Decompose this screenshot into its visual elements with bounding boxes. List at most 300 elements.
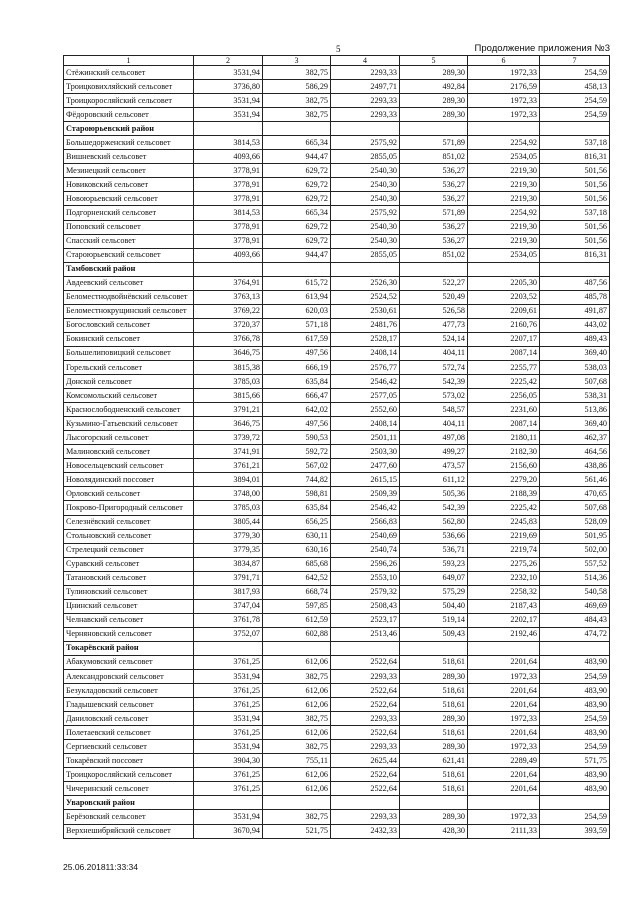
- value-cell: 3814,53: [194, 136, 263, 150]
- value-cell: 3769,22: [194, 304, 263, 318]
- value-cell: 536,27: [400, 164, 468, 178]
- empty-cell: [468, 796, 540, 810]
- value-cell: 3761,25: [194, 768, 263, 782]
- value-cell: 504,40: [400, 599, 468, 613]
- value-cell: 536,27: [400, 192, 468, 206]
- value-cell: 755,11: [263, 754, 331, 768]
- value-cell: 2192,46: [468, 627, 540, 641]
- value-cell: 2503,30: [331, 445, 400, 459]
- table-row: [64, 234, 610, 248]
- value-cell: 2289,49: [468, 754, 540, 768]
- value-cell: 2508,43: [331, 599, 400, 613]
- empty-cell: [331, 262, 400, 276]
- value-cell: 2576,77: [331, 360, 400, 374]
- table-row: [64, 431, 610, 445]
- page-number: 5: [336, 44, 341, 54]
- value-cell: 2182,30: [468, 445, 540, 459]
- value-cell: 382,75: [263, 108, 331, 122]
- value-cell: 851,02: [400, 150, 468, 164]
- district-row: [64, 262, 610, 276]
- empty-cell: [540, 262, 610, 276]
- value-cell: 505,36: [400, 487, 468, 501]
- table-row: [64, 417, 610, 431]
- value-cell: 816,31: [540, 150, 610, 164]
- value-cell: 593,23: [400, 557, 468, 571]
- settlement-name: Берёзовский сельсовет: [64, 810, 194, 824]
- value-cell: 3761,25: [194, 684, 263, 698]
- table-row: [64, 150, 610, 164]
- value-cell: 2279,20: [468, 473, 540, 487]
- value-cell: 382,75: [263, 810, 331, 824]
- value-cell: 617,59: [263, 332, 331, 346]
- value-cell: 602,88: [263, 627, 331, 641]
- value-cell: 2219,74: [468, 543, 540, 557]
- settlement-name: Большедорженский сельсовет: [64, 136, 194, 150]
- value-cell: 2180,11: [468, 431, 540, 445]
- value-cell: 2293,33: [331, 670, 400, 684]
- value-cell: 598,81: [263, 487, 331, 501]
- table-row: [64, 571, 610, 585]
- table-row: [64, 304, 610, 318]
- column-header: 4: [331, 56, 400, 66]
- value-cell: 685,68: [263, 557, 331, 571]
- value-cell: 548,57: [400, 403, 468, 417]
- value-cell: 1972,33: [468, 108, 540, 122]
- value-cell: 497,56: [263, 417, 331, 431]
- value-cell: 537,18: [540, 136, 610, 150]
- settlement-name: Новолядинский поссовет: [64, 473, 194, 487]
- table-row: [64, 501, 610, 515]
- value-cell: 3646,75: [194, 417, 263, 431]
- table-row: [64, 655, 610, 669]
- value-cell: 3531,94: [194, 66, 263, 80]
- table-row: [64, 824, 610, 838]
- value-cell: 2232,10: [468, 571, 540, 585]
- value-cell: 590,53: [263, 431, 331, 445]
- value-cell: 3531,94: [194, 712, 263, 726]
- table-row: [64, 740, 610, 754]
- value-cell: 254,59: [540, 712, 610, 726]
- column-header: 6: [468, 56, 540, 66]
- value-cell: 289,30: [400, 66, 468, 80]
- value-cell: 944,47: [263, 248, 331, 262]
- empty-cell: [400, 796, 468, 810]
- value-cell: 3766,78: [194, 332, 263, 346]
- value-cell: 528,09: [540, 515, 610, 529]
- value-cell: 2497,71: [331, 80, 400, 94]
- value-cell: 2201,64: [468, 655, 540, 669]
- settlement-name: Большелиповицкий сельсовет: [64, 346, 194, 360]
- value-cell: 2522,64: [331, 684, 400, 698]
- settlement-name: Александровский сельсовет: [64, 670, 194, 684]
- value-cell: 1972,33: [468, 810, 540, 824]
- value-cell: 592,72: [263, 445, 331, 459]
- value-cell: 2522,64: [331, 768, 400, 782]
- value-cell: 3779,35: [194, 543, 263, 557]
- value-cell: 3531,94: [194, 670, 263, 684]
- empty-cell: [400, 641, 468, 655]
- table-row: [64, 557, 610, 571]
- value-cell: 3752,07: [194, 627, 263, 641]
- value-cell: 573,02: [400, 389, 468, 403]
- settlement-name: Троицкоросляйский сельсовет: [64, 768, 194, 782]
- empty-cell: [331, 796, 400, 810]
- value-cell: 3531,94: [194, 94, 263, 108]
- value-cell: 2546,42: [331, 375, 400, 389]
- settlement-name: Вишневский сельсовет: [64, 150, 194, 164]
- value-cell: 518,61: [400, 726, 468, 740]
- settlement-name: Чичеринский сельсовет: [64, 782, 194, 796]
- value-cell: 642,02: [263, 403, 331, 417]
- value-cell: 621,41: [400, 754, 468, 768]
- value-cell: 665,34: [263, 206, 331, 220]
- value-cell: 542,39: [400, 501, 468, 515]
- data-table: [63, 55, 610, 839]
- value-cell: 3791,71: [194, 571, 263, 585]
- value-cell: 489,43: [540, 332, 610, 346]
- column-header: 1: [64, 56, 194, 66]
- table-row: [64, 290, 610, 304]
- value-cell: 2219,30: [468, 178, 540, 192]
- empty-cell: [540, 641, 610, 655]
- settlement-name: Краснослободненский сельсовет: [64, 403, 194, 417]
- value-cell: 2534,05: [468, 150, 540, 164]
- value-cell: 2501,11: [331, 431, 400, 445]
- settlement-name: Верхнешибряйский сельсовет: [64, 824, 194, 838]
- value-cell: 497,56: [263, 346, 331, 360]
- table-row: [64, 220, 610, 234]
- value-cell: 2293,33: [331, 108, 400, 122]
- value-cell: 1972,33: [468, 740, 540, 754]
- value-cell: 2156,60: [468, 459, 540, 473]
- value-cell: 3815,66: [194, 389, 263, 403]
- value-cell: 649,07: [400, 571, 468, 585]
- value-cell: 501,56: [540, 164, 610, 178]
- value-cell: 501,56: [540, 234, 610, 248]
- value-cell: 665,34: [263, 136, 331, 150]
- table-row: [64, 403, 610, 417]
- settlement-name: Богословский сельсовет: [64, 318, 194, 332]
- value-cell: 571,75: [540, 754, 610, 768]
- value-cell: 499,27: [400, 445, 468, 459]
- value-cell: 2522,64: [331, 726, 400, 740]
- value-cell: 597,85: [263, 599, 331, 613]
- value-cell: 2205,30: [468, 276, 540, 290]
- empty-cell: [468, 122, 540, 136]
- value-cell: 2201,64: [468, 684, 540, 698]
- value-cell: 2523,17: [331, 613, 400, 627]
- value-cell: 2219,30: [468, 220, 540, 234]
- value-cell: 612,06: [263, 698, 331, 712]
- value-cell: 642,52: [263, 571, 331, 585]
- value-cell: 2596,26: [331, 557, 400, 571]
- settlement-name: Стольновский сельсовет: [64, 529, 194, 543]
- value-cell: 483,90: [540, 782, 610, 796]
- settlement-name: Комсомольский сельсовет: [64, 389, 194, 403]
- value-cell: 571,18: [263, 318, 331, 332]
- value-cell: 3764,91: [194, 276, 263, 290]
- value-cell: 513,86: [540, 403, 610, 417]
- value-cell: 2225,42: [468, 375, 540, 389]
- value-cell: 2625,44: [331, 754, 400, 768]
- value-cell: 2522,64: [331, 782, 400, 796]
- value-cell: 514,36: [540, 571, 610, 585]
- settlement-name: Стрелецкий сельсовет: [64, 543, 194, 557]
- value-cell: 501,56: [540, 178, 610, 192]
- value-cell: 2432,33: [331, 824, 400, 838]
- value-cell: 509,43: [400, 627, 468, 641]
- value-cell: 612,06: [263, 768, 331, 782]
- value-cell: 629,72: [263, 192, 331, 206]
- empty-cell: [263, 122, 331, 136]
- value-cell: 2176,59: [468, 80, 540, 94]
- table-row: [64, 627, 610, 641]
- value-cell: 635,84: [263, 375, 331, 389]
- value-cell: 562,80: [400, 515, 468, 529]
- print-timestamp: 25.06.201811:33:34: [63, 862, 138, 872]
- settlement-name: Малиновский сельсовет: [64, 445, 194, 459]
- table-row: [64, 276, 610, 290]
- value-cell: 254,59: [540, 94, 610, 108]
- value-cell: 2201,64: [468, 782, 540, 796]
- table-row: [64, 459, 610, 473]
- value-cell: 519,14: [400, 613, 468, 627]
- value-cell: 2540,30: [331, 164, 400, 178]
- district-row: [64, 796, 610, 810]
- settlement-name: Суравский сельсовет: [64, 557, 194, 571]
- value-cell: 1972,33: [468, 712, 540, 726]
- value-cell: 3785,03: [194, 501, 263, 515]
- value-cell: 536,66: [400, 529, 468, 543]
- settlement-name: Лысогорский сельсовет: [64, 431, 194, 445]
- value-cell: 520,49: [400, 290, 468, 304]
- empty-cell: [468, 262, 540, 276]
- table-row: [64, 94, 610, 108]
- value-cell: 483,90: [540, 698, 610, 712]
- value-cell: 2513,46: [331, 627, 400, 641]
- value-cell: 629,72: [263, 220, 331, 234]
- value-cell: 2552,60: [331, 403, 400, 417]
- value-cell: 3670,94: [194, 824, 263, 838]
- appendix-title: Продолжение приложения №3: [474, 43, 610, 54]
- settlement-name: Староюрьевский сельсовет: [64, 248, 194, 262]
- value-cell: 816,31: [540, 248, 610, 262]
- value-cell: 2203,52: [468, 290, 540, 304]
- value-cell: 526,58: [400, 304, 468, 318]
- empty-cell: [400, 122, 468, 136]
- district-row: [64, 122, 610, 136]
- value-cell: 2540,69: [331, 529, 400, 543]
- value-cell: 501,95: [540, 529, 610, 543]
- value-cell: 2530,61: [331, 304, 400, 318]
- value-cell: 668,74: [263, 585, 331, 599]
- value-cell: 2546,42: [331, 501, 400, 515]
- value-cell: 620,03: [263, 304, 331, 318]
- value-cell: 518,61: [400, 684, 468, 698]
- settlement-name: Фёдоровский сельсовет: [64, 108, 194, 122]
- value-cell: 3531,94: [194, 108, 263, 122]
- settlement-name: Сергиевский сельсовет: [64, 740, 194, 754]
- value-cell: 2219,69: [468, 529, 540, 543]
- empty-cell: [194, 122, 263, 136]
- value-cell: 2509,39: [331, 487, 400, 501]
- value-cell: 612,59: [263, 613, 331, 627]
- value-cell: 404,11: [400, 346, 468, 360]
- value-cell: 3763,13: [194, 290, 263, 304]
- value-cell: 289,30: [400, 108, 468, 122]
- value-cell: 524,14: [400, 332, 468, 346]
- value-cell: 507,68: [540, 375, 610, 389]
- value-cell: 536,71: [400, 543, 468, 557]
- value-cell: 289,30: [400, 712, 468, 726]
- value-cell: 656,25: [263, 515, 331, 529]
- value-cell: 492,84: [400, 80, 468, 94]
- value-cell: 2566,83: [331, 515, 400, 529]
- value-cell: 571,89: [400, 206, 468, 220]
- value-cell: 612,06: [263, 726, 331, 740]
- value-cell: 404,11: [400, 417, 468, 431]
- value-cell: 2526,30: [331, 276, 400, 290]
- table-row: [64, 529, 610, 543]
- value-cell: 612,06: [263, 684, 331, 698]
- table-row: [64, 389, 610, 403]
- settlement-name: Челнавский сельсовет: [64, 613, 194, 627]
- value-cell: 369,40: [540, 417, 610, 431]
- value-cell: 2293,33: [331, 94, 400, 108]
- table-row: [64, 768, 610, 782]
- value-cell: 2408,14: [331, 346, 400, 360]
- value-cell: 2207,17: [468, 332, 540, 346]
- value-cell: 586,29: [263, 80, 331, 94]
- value-cell: 428,30: [400, 824, 468, 838]
- column-header: 3: [263, 56, 331, 66]
- settlement-name: Кузьмино-Гатьевский сельсовет: [64, 417, 194, 431]
- value-cell: 666,19: [263, 360, 331, 374]
- value-cell: 254,59: [540, 670, 610, 684]
- value-cell: 2408,14: [331, 417, 400, 431]
- settlement-name: Черняновский сельсовет: [64, 627, 194, 641]
- value-cell: 2540,30: [331, 220, 400, 234]
- value-cell: 254,59: [540, 66, 610, 80]
- value-cell: 3778,91: [194, 234, 263, 248]
- empty-cell: [468, 641, 540, 655]
- table-row: [64, 445, 610, 459]
- value-cell: 2540,30: [331, 178, 400, 192]
- value-cell: 462,37: [540, 431, 610, 445]
- value-cell: 2219,30: [468, 192, 540, 206]
- value-cell: 518,61: [400, 698, 468, 712]
- value-cell: 2855,05: [331, 248, 400, 262]
- value-cell: 2481,76: [331, 318, 400, 332]
- value-cell: 2087,14: [468, 346, 540, 360]
- value-cell: 3834,87: [194, 557, 263, 571]
- value-cell: 501,56: [540, 220, 610, 234]
- value-cell: 2087,14: [468, 417, 540, 431]
- table-row: [64, 206, 610, 220]
- value-cell: 2540,74: [331, 543, 400, 557]
- value-cell: 537,18: [540, 206, 610, 220]
- value-cell: 2202,17: [468, 613, 540, 627]
- settlement-name: Селезнёвский сельсовет: [64, 515, 194, 529]
- table-row: [64, 599, 610, 613]
- value-cell: 3720,37: [194, 318, 263, 332]
- value-cell: 629,72: [263, 164, 331, 178]
- table-row: [64, 585, 610, 599]
- table-row: [64, 318, 610, 332]
- table-row: [64, 810, 610, 824]
- settlement-name: Бокинский сельсовет: [64, 332, 194, 346]
- table-row: [64, 487, 610, 501]
- value-cell: 572,74: [400, 360, 468, 374]
- value-cell: 630,16: [263, 543, 331, 557]
- value-cell: 3739,72: [194, 431, 263, 445]
- value-cell: 3748,00: [194, 487, 263, 501]
- value-cell: 469,69: [540, 599, 610, 613]
- value-cell: 2615,15: [331, 473, 400, 487]
- settlement-name: Татановский сельсовет: [64, 571, 194, 585]
- value-cell: 2522,64: [331, 698, 400, 712]
- value-cell: 254,59: [540, 108, 610, 122]
- value-cell: 483,90: [540, 655, 610, 669]
- value-cell: 567,02: [263, 459, 331, 473]
- value-cell: 3761,25: [194, 655, 263, 669]
- value-cell: 393,59: [540, 824, 610, 838]
- value-cell: 2256,05: [468, 389, 540, 403]
- settlement-name: Донской сельсовет: [64, 375, 194, 389]
- value-cell: 612,06: [263, 782, 331, 796]
- value-cell: 483,90: [540, 726, 610, 740]
- value-cell: 2553,10: [331, 571, 400, 585]
- value-cell: 3761,25: [194, 698, 263, 712]
- value-cell: 3904,30: [194, 754, 263, 768]
- value-cell: 540,58: [540, 585, 610, 599]
- value-cell: 1972,33: [468, 670, 540, 684]
- settlement-name: Новосельцевский сельсовет: [64, 459, 194, 473]
- value-cell: 3814,53: [194, 206, 263, 220]
- value-cell: 2258,32: [468, 585, 540, 599]
- value-cell: 4093,66: [194, 248, 263, 262]
- settlement-name: Горельский сельсовет: [64, 360, 194, 374]
- value-cell: 3778,91: [194, 192, 263, 206]
- value-cell: 382,75: [263, 670, 331, 684]
- value-cell: 3761,21: [194, 459, 263, 473]
- value-cell: 2209,61: [468, 304, 540, 318]
- empty-cell: [263, 796, 331, 810]
- value-cell: 744,82: [263, 473, 331, 487]
- value-cell: 518,61: [400, 782, 468, 796]
- value-cell: 2293,33: [331, 740, 400, 754]
- empty-cell: [331, 122, 400, 136]
- settlement-name: Цнинский сельсовет: [64, 599, 194, 613]
- column-header: 5: [400, 56, 468, 66]
- district-name: Токарёвский район: [64, 641, 194, 655]
- value-cell: 2225,42: [468, 501, 540, 515]
- value-cell: 2254,92: [468, 206, 540, 220]
- value-cell: 944,47: [263, 150, 331, 164]
- value-cell: 464,56: [540, 445, 610, 459]
- settlement-name: Полетаевский сельсовет: [64, 726, 194, 740]
- value-cell: 3646,75: [194, 346, 263, 360]
- value-cell: 382,75: [263, 66, 331, 80]
- value-cell: 612,06: [263, 655, 331, 669]
- settlement-name: Поповский сельсовет: [64, 220, 194, 234]
- value-cell: 3894,01: [194, 473, 263, 487]
- value-cell: 477,73: [400, 318, 468, 332]
- settlement-name: Беломестнокрущинский сельсовет: [64, 304, 194, 318]
- value-cell: 2231,60: [468, 403, 540, 417]
- value-cell: 538,31: [540, 389, 610, 403]
- settlement-name: Беломестнодвойнёвский сельсовет: [64, 290, 194, 304]
